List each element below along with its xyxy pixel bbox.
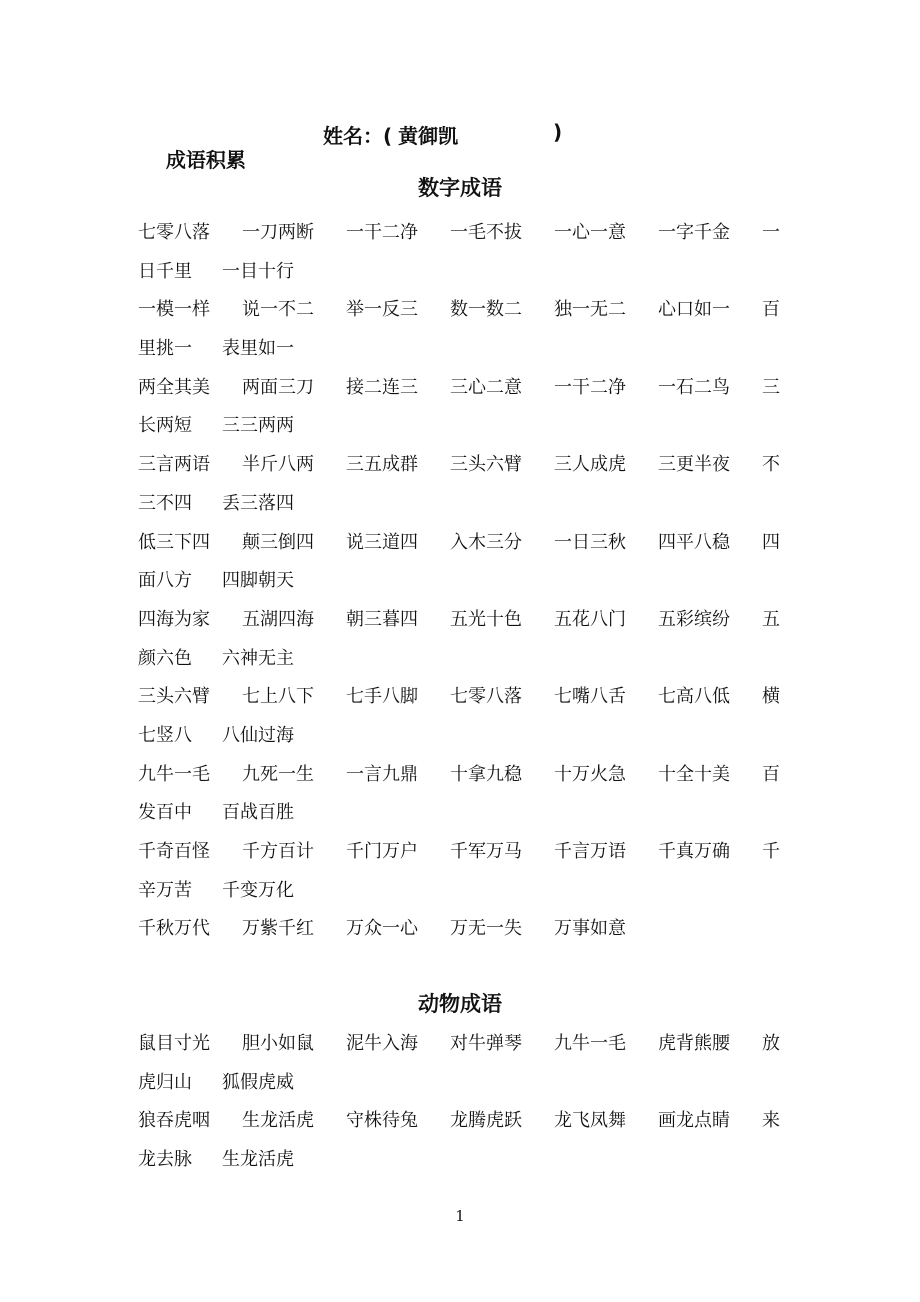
section-title-number-idioms: 数字成语: [418, 176, 502, 200]
idiom: 心口如一: [658, 299, 730, 321]
idiom: 三心二意: [450, 376, 522, 398]
idiom: 九牛一毛: [554, 1033, 626, 1054]
idiom: 表里如一: [222, 338, 294, 360]
idiom: 狐假虎威: [222, 1071, 294, 1093]
idiom: 万无一失: [450, 918, 522, 940]
idiom-line: [138, 214, 788, 253]
idiom: 五彩缤纷: [658, 608, 730, 630]
idiom: 三不四: [138, 492, 192, 514]
idiom: 七手八脚: [346, 686, 418, 708]
idiom: 鼠目寸光: [138, 1033, 210, 1054]
idiom-line: [138, 872, 788, 911]
idiom: 虎背熊腰: [658, 1033, 730, 1054]
idiom: 不: [762, 454, 780, 476]
idiom: 一言九鼎: [346, 763, 418, 785]
idiom: 画龙点睛: [658, 1110, 730, 1132]
idiom: 面八方: [138, 570, 192, 592]
idiom: 说三道四: [346, 531, 418, 553]
idiom: 七上八下: [242, 686, 314, 708]
idiom: 发百中: [138, 802, 192, 824]
idiom: 四海为家: [138, 608, 210, 630]
worksheet-title: 成语积累: [165, 148, 246, 172]
idiom: 百: [762, 763, 780, 785]
idiom: 颠三倒四: [242, 531, 314, 553]
idiom: 里挑一: [138, 338, 192, 360]
idiom: 七嘴八舌: [554, 686, 626, 708]
idiom: 三五成群: [346, 454, 418, 476]
idiom: 千: [762, 841, 780, 862]
idiom: 七竖八: [138, 724, 192, 746]
idiom-line: [138, 562, 788, 601]
idiom: 一心一意: [554, 222, 626, 243]
idiom: 朝三暮四: [346, 608, 418, 630]
idiom: 千方百计: [242, 841, 314, 862]
idiom: 胆小如鼠: [242, 1033, 314, 1054]
idiom: 百战百胜: [222, 802, 294, 824]
idiom: 放: [762, 1033, 780, 1054]
idiom: 三三两两: [222, 415, 294, 437]
idiom-line: [138, 794, 788, 833]
idiom: 千真万确: [658, 841, 730, 862]
idiom-line: [138, 253, 788, 292]
idiom: 两全其美: [138, 376, 210, 398]
idiom: 一目十行: [222, 260, 294, 282]
idiom: 七零八落: [138, 222, 210, 243]
idiom: 辛万苦: [138, 879, 192, 901]
idiom-line: [138, 291, 788, 330]
idiom: 十全十美: [658, 763, 730, 785]
idiom-line: [138, 1102, 788, 1141]
idiom-line: [138, 678, 788, 717]
idiom: 百: [762, 299, 780, 321]
idiom: 来: [762, 1110, 780, 1132]
idiom: 一毛不拔: [450, 222, 522, 243]
idiom: 十万火急: [554, 763, 626, 785]
idiom-line: [138, 756, 788, 795]
idiom: 一干二净: [554, 376, 626, 398]
idiom: 七零八落: [450, 686, 522, 708]
idiom: 一字千金: [658, 222, 730, 243]
idiom: 千军万马: [450, 841, 522, 862]
idiom: 三头六臂: [138, 686, 210, 708]
idiom: 一: [762, 222, 780, 243]
idiom: 千变万化: [222, 879, 294, 901]
section-title-animal-idioms: 动物成语: [418, 992, 502, 1016]
idiom: 一刀两断: [242, 222, 314, 243]
idiom: 六神无主: [222, 647, 294, 669]
idiom: 七高八低: [658, 686, 730, 708]
idiom: 龙去脉: [138, 1149, 192, 1171]
idiom-line: [138, 717, 788, 756]
idiom: 三言两语: [138, 454, 210, 476]
name-field: [323, 120, 458, 149]
page-number: 1: [455, 1207, 465, 1225]
idiom-line: [138, 601, 788, 640]
idiom-line: [138, 524, 788, 563]
idiom: 低三下四: [138, 531, 210, 553]
idiom: 一石二鸟: [658, 376, 730, 398]
idiom-line: [138, 446, 788, 485]
idiom-line: [138, 330, 788, 369]
idiom: 生龙活虎: [222, 1149, 294, 1171]
idiom: 数一数二: [450, 299, 522, 321]
idiom: 举一反三: [346, 299, 418, 321]
idiom: 半斤八两: [242, 454, 314, 476]
idiom: 两面三刀: [242, 376, 314, 398]
idiom: 泥牛入海: [346, 1033, 418, 1054]
idiom: 千秋万代: [138, 918, 210, 940]
idiom: 五花八门: [554, 608, 626, 630]
idiom: 八仙过海: [222, 724, 294, 746]
idiom: 独一无二: [554, 299, 626, 321]
idiom: 接二连三: [346, 376, 418, 398]
idiom: 丢三落四: [222, 492, 294, 514]
idiom-line: [138, 910, 788, 949]
idiom: 一干二净: [346, 222, 418, 243]
idiom: 生龙活虎: [242, 1110, 314, 1132]
idiom: 入木三分: [450, 531, 522, 553]
idiom: 万紫千红: [242, 918, 314, 940]
idiom: 五: [762, 608, 780, 630]
idiom: 日千里: [138, 260, 192, 282]
idiom: 长两短: [138, 415, 192, 437]
idiom: 守株待兔: [346, 1110, 418, 1132]
idiom: 三人成虎: [554, 454, 626, 476]
idiom: 千奇百怪: [138, 841, 210, 862]
idiom: 一模一样: [138, 299, 210, 321]
idiom: 十拿九稳: [450, 763, 522, 785]
idiom: 九牛一毛: [138, 763, 210, 785]
idiom: 颜六色: [138, 647, 192, 669]
idiom-line: [138, 833, 788, 872]
idiom-line: [138, 640, 788, 679]
idiom: 三更半夜: [658, 454, 730, 476]
idiom: 三: [762, 376, 780, 398]
idiom-line: [138, 407, 788, 446]
name-close-paren: ): [553, 120, 563, 144]
idiom: 四: [762, 531, 780, 553]
name-label: 姓名：(: [323, 124, 393, 148]
idiom-line: [138, 1064, 788, 1103]
idiom: 四脚朝天: [222, 570, 294, 592]
number-idioms-list: [138, 214, 788, 949]
idiom: 四平八稳: [658, 531, 730, 553]
idiom: 三头六臂: [450, 454, 522, 476]
idiom: 千门万户: [346, 841, 418, 862]
idiom: 说一不二: [242, 299, 314, 321]
idiom-line: [138, 485, 788, 524]
idiom: 万事如意: [554, 918, 626, 940]
idiom: 一日三秋: [554, 531, 626, 553]
idiom: 横: [762, 686, 780, 708]
idiom: 万众一心: [346, 918, 418, 940]
idiom: 九死一生: [242, 763, 314, 785]
animal-idioms-list: [138, 1025, 788, 1180]
idiom: 千言万语: [554, 841, 626, 862]
idiom: 龙腾虎跃: [450, 1110, 522, 1132]
idiom-line: [138, 1025, 788, 1064]
idiom-line: [138, 1141, 788, 1180]
idiom: 对牛弹琴: [450, 1033, 522, 1054]
idiom: 五光十色: [450, 608, 522, 630]
idiom: 狼吞虎咽: [138, 1110, 210, 1132]
idiom: 五湖四海: [242, 608, 314, 630]
idiom-line: [138, 369, 788, 408]
student-name: 黄御凯: [398, 124, 459, 148]
idiom: 龙飞凤舞: [554, 1110, 626, 1132]
idiom: 虎归山: [138, 1071, 192, 1093]
